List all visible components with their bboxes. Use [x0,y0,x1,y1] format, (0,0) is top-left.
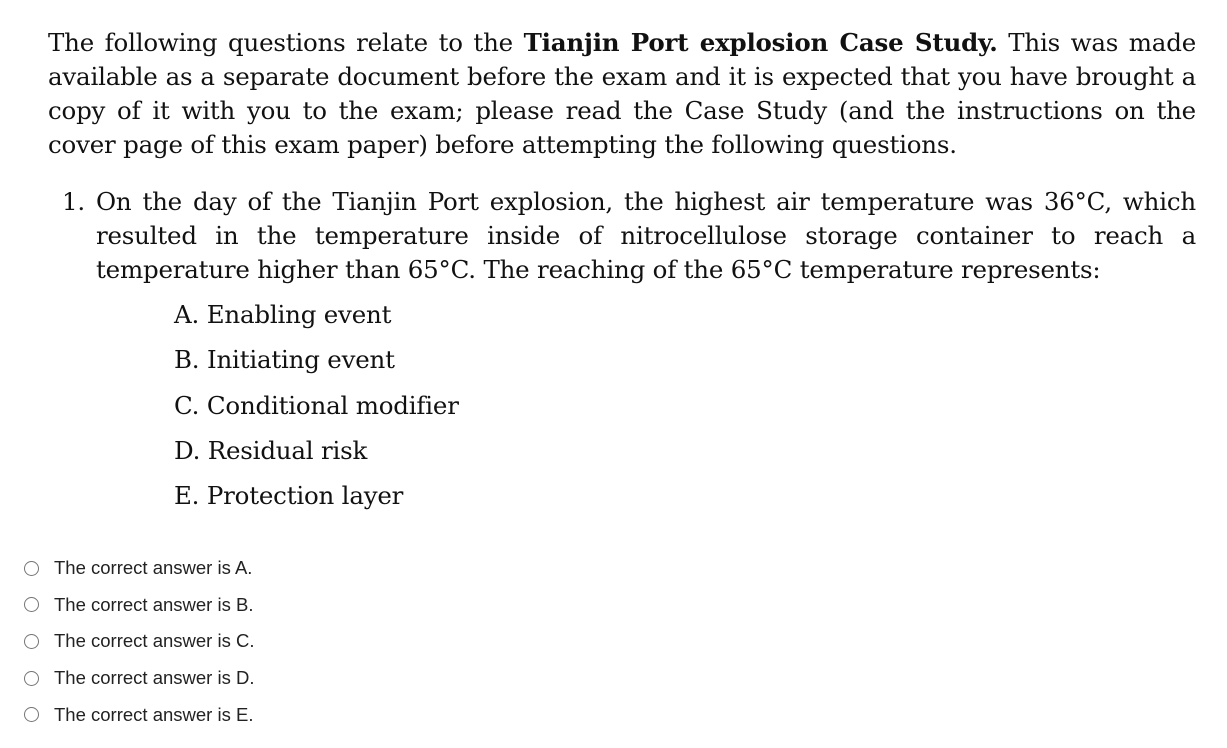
radio-button-c[interactable] [24,634,39,649]
option-letter: E. [174,481,200,511]
answer-label-a[interactable]: The correct answer is A. [54,557,253,579]
answer-option-c[interactable] [24,623,254,660]
intro-text-before: The following questions relate to the [48,28,524,57]
option-text: Protection layer [206,481,404,511]
case-study-title: Tianjin Port explosion Case Study. [523,28,998,57]
option-text: Residual risk [207,435,368,465]
option-text: Initiating event [207,345,395,375]
answer-radio-group [24,550,254,733]
radio-button-a[interactable] [24,561,39,576]
option-a [174,298,459,343]
option-e [174,479,459,524]
intro-text-after: This was made available as a separate document before the exam and it is expected that you have brought a copy of it with you to the exam; please read the Case Study (and the instructions on the cover page of this exam paper) before attempting the following questions. [48,28,1196,159]
option-list [174,298,459,524]
option-text: Conditional modifier [206,390,459,420]
answer-label-e[interactable]: The correct answer is E. [54,703,254,725]
radio-button-b[interactable] [24,597,39,612]
question-number: 1. [62,187,85,216]
option-b [174,343,459,388]
answer-option-e[interactable] [24,696,254,733]
answer-option-a[interactable] [24,550,254,587]
radio-button-d[interactable] [24,671,39,686]
radio-button-e[interactable] [24,707,39,722]
option-letter: B. [174,345,200,375]
answer-label-c[interactable]: The correct answer is C. [54,630,255,652]
question-text: On the day of the Tianjin Port explosion, the highest air temperature was 36°C, which resulted in the temperature inside of nitrocellulose storage container to reach a temperature higher than 65°C. The reaching of the 65°C temperature represents: [96,187,1196,284]
option-c [174,389,459,434]
option-text: Enabling event [206,300,392,329]
question-item [62,185,1196,287]
option-letter: D. [174,435,201,465]
intro-paragraph [48,26,1196,162]
answer-option-d[interactable] [24,660,254,697]
option-letter: C. [174,390,200,420]
answer-label-b[interactable]: The correct answer is B. [54,593,254,615]
option-d [174,434,459,479]
answer-label-d[interactable]: The correct answer is D. [54,667,255,689]
answer-option-b[interactable] [24,587,254,624]
option-letter: A. [174,300,200,329]
